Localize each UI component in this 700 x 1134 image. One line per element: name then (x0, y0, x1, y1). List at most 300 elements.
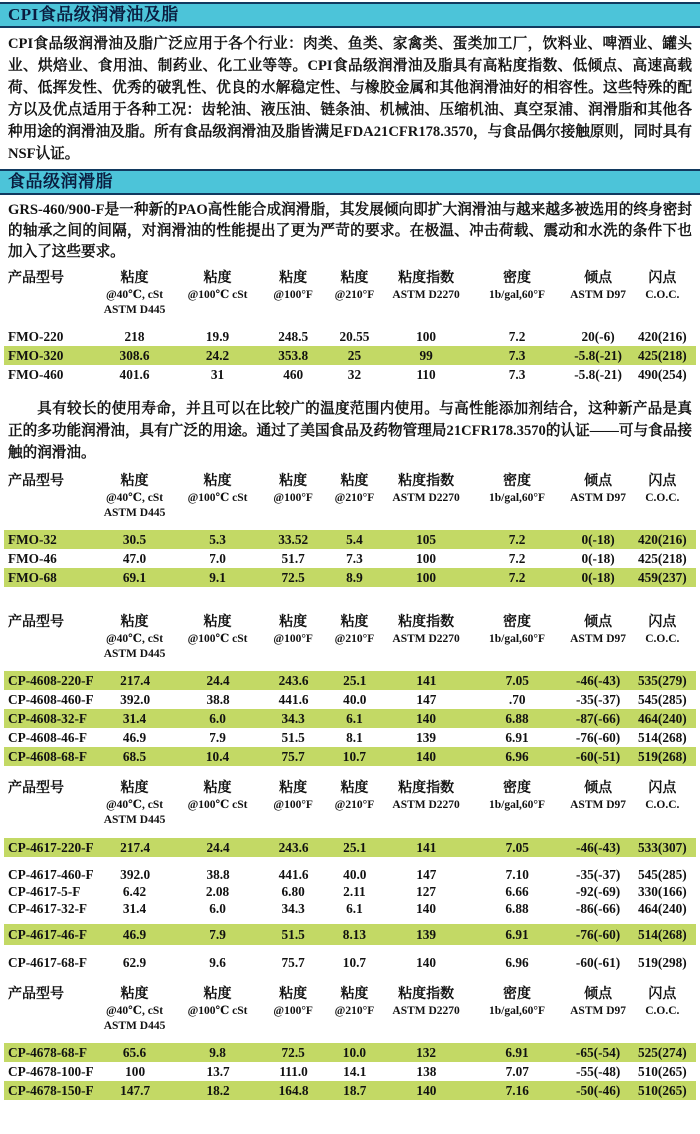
table-row (4, 747, 696, 766)
product-model: CP-4617-460-F (8, 866, 94, 882)
spec-value: -65(-54) (575, 1044, 621, 1060)
column-header-text: 粘度 (120, 781, 149, 796)
column-header-text: @100℃ cSt (187, 1005, 248, 1017)
column-header-text: @100℃ cSt (187, 289, 248, 301)
column-header-text: ASTM D445 (103, 507, 166, 519)
spec-value: 7.07 (505, 1063, 529, 1079)
column-header-text: 闪点 (648, 271, 677, 286)
spec-value: 51.5 (281, 926, 305, 942)
spec-value: 545(285) (637, 691, 687, 707)
spec-value: 147 (416, 691, 437, 707)
spec-value: 6.91 (505, 1044, 529, 1060)
spec-value: 40.0 (343, 866, 367, 882)
column-header-text: @100°F (273, 799, 313, 811)
column-header (382, 472, 471, 506)
column-header (8, 472, 93, 491)
column-header-text: 密度 (503, 615, 532, 630)
spec-value: 19.9 (205, 328, 230, 344)
product-model: FMO-68 (8, 569, 57, 585)
column-header (327, 985, 381, 1019)
main-title: CPI食品级润滑油及脂 (8, 5, 179, 24)
column-header-text: 1b/gal,60°F (489, 799, 546, 811)
spec-value: 141 (416, 672, 437, 688)
spec-value: 420(216) (637, 531, 687, 547)
spec-value: 33.52 (278, 531, 309, 547)
spec-value: 40.0 (343, 691, 367, 707)
spec-table-cp4608 (4, 613, 696, 766)
column-header-text: @100°F (273, 289, 313, 301)
table-header-row (4, 779, 696, 828)
product-model: CP-4617-220-F (8, 839, 94, 855)
spec-value: 217.4 (120, 839, 151, 855)
column-header (259, 779, 327, 813)
spec-value: 72.5 (281, 1044, 305, 1060)
spec-value: 464(240) (637, 900, 687, 916)
product-model: FMO-46 (8, 550, 57, 566)
spec-value: 25 (347, 347, 362, 363)
table-header-row (4, 613, 696, 662)
spec-value: 10.7 (342, 954, 367, 970)
spec-value: 441.6 (278, 866, 309, 882)
column-header-text: 密度 (503, 271, 532, 286)
table-header-row (4, 985, 696, 1034)
spec-value: 20(-6) (581, 328, 615, 344)
column-header-text: ASTM D2270 (392, 1005, 460, 1017)
spec-value: -92(-69) (575, 883, 621, 899)
table-row (4, 690, 696, 709)
column-header-text: 产品型号 (8, 781, 64, 796)
spec-value: 75.7 (281, 954, 305, 970)
spec-value: 6.0 (209, 900, 226, 916)
spec-value: 100 (416, 328, 437, 344)
column-header (8, 613, 93, 632)
spec-value: -35(-37) (576, 866, 621, 882)
column-header (93, 985, 176, 1034)
spec-value: 147.7 (120, 1082, 151, 1098)
column-header-text: ASTM D445 (103, 304, 166, 316)
column-header-text: 闪点 (648, 474, 677, 489)
column-header-text: 粘度 (203, 987, 232, 1002)
column-header (382, 269, 471, 303)
column-header (176, 779, 259, 813)
spec-value: 6.91 (505, 729, 529, 745)
spec-value: 8.13 (342, 926, 367, 942)
column-header-text: @210°F (334, 633, 375, 645)
spec-value: 7.10 (505, 866, 529, 882)
column-header-text: ASTM D97 (570, 633, 627, 645)
column-header-text: C.O.C. (645, 492, 680, 504)
column-header-text: @40℃, cSt (105, 289, 164, 301)
column-header-text: 闪点 (648, 987, 677, 1002)
column-header-text: 倾点 (584, 781, 613, 796)
spec-value: 7.2 (508, 569, 526, 585)
spec-value: .70 (508, 691, 526, 707)
spec-value: 217.4 (120, 672, 151, 688)
column-header-text: @40℃, cSt (105, 799, 164, 811)
column-header-text: 粘度 (279, 271, 308, 286)
spec-value: 18.7 (343, 1082, 367, 1098)
column-header-text: 密度 (503, 474, 532, 489)
column-header-text: @40℃, cSt (105, 633, 164, 645)
table-row (4, 568, 696, 587)
column-header-text: @210°F (334, 492, 375, 504)
spec-value: 0(-18) (581, 569, 615, 585)
column-header-text: ASTM D97 (570, 289, 627, 301)
product-model: CP-4608-220-F (8, 672, 94, 688)
spec-value: 490(254) (637, 366, 687, 382)
spec-value: 72.5 (281, 569, 305, 585)
column-header-text: 粘度指数 (398, 781, 455, 796)
column-header (93, 779, 176, 828)
column-header-text: @210°F (334, 289, 375, 301)
column-header (633, 613, 692, 647)
mid-paragraph: 具有较长的使用寿命，并且可以在比较广的温度范围内使用。与高性能添加剂结合，这种新产品是真正的多功能润滑油，具有广泛的用途。通过了美国食品及药物管理局21CFR178.3570的认证——可与食品接触的润滑油。 (8, 401, 692, 461)
spec-value: 7.3 (346, 550, 363, 566)
spec-value: 111.0 (279, 1063, 308, 1079)
column-header-text: @210°F (334, 1005, 375, 1017)
product-model: CP-4617-46-F (8, 926, 88, 942)
spec-value: 9.8 (209, 1044, 226, 1060)
spec-value: 51.7 (281, 550, 305, 566)
spec-value: 20.55 (339, 328, 370, 344)
spec-value: 24.4 (206, 672, 230, 688)
spec-value: 218 (124, 328, 145, 344)
spec-value: -60(-61) (575, 954, 621, 970)
table-row (4, 1043, 696, 1062)
column-header (471, 613, 564, 647)
column-header-text: 粘度指数 (398, 987, 455, 1002)
column-header-text: @40℃, cSt (105, 492, 164, 504)
spec-value: 7.9 (209, 729, 226, 745)
table-row (4, 953, 696, 972)
column-header-text: @100°F (273, 633, 313, 645)
spec-value: 7.3 (508, 347, 526, 363)
column-header (93, 269, 176, 318)
spec-value: -76(-60) (575, 926, 621, 942)
spec-value: 140 (416, 954, 437, 970)
column-header-text: 1b/gal,60°F (489, 492, 546, 504)
spec-value: 510(265) (637, 1063, 687, 1079)
column-header-text: @100°F (273, 1005, 313, 1017)
spec-value: 425(218) (637, 550, 687, 566)
spec-value: 7.0 (209, 550, 226, 566)
column-header-text: ASTM D97 (570, 1005, 627, 1017)
spec-value: 140 (416, 1082, 437, 1098)
spec-table-fmo-low (4, 472, 696, 587)
column-header-text: @210°F (334, 799, 375, 811)
column-header (259, 613, 327, 647)
column-header (259, 269, 327, 303)
spec-value: 330(166) (637, 883, 687, 899)
spec-value: 460 (283, 366, 304, 382)
table-row (4, 365, 696, 384)
column-header-text: 粘度指数 (398, 615, 455, 630)
column-header (176, 985, 259, 1019)
column-header (382, 985, 471, 1019)
product-model: CP-4678-100-F (8, 1063, 94, 1079)
spec-value: 141 (416, 839, 437, 855)
spec-value: -5.8(-21) (574, 366, 622, 382)
spec-table-fmo-high (4, 269, 696, 384)
column-header (259, 472, 327, 506)
column-header-text: 1b/gal,60°F (489, 633, 546, 645)
spec-value: 31.4 (122, 710, 147, 726)
spec-value: 243.6 (278, 672, 309, 688)
spec-value: 6.42 (122, 883, 147, 899)
spec-value: 6.80 (281, 883, 305, 899)
grease-paragraph: GRS-460/900-F是一种新的PAO高性能合成润滑脂，其发展倾向即扩大润滑油与越来越多被选用的终身密封的轴承之间的间隔，对润滑油的性能提出了更为严苛的要求。在极温、冲击荷载、震动和水洗的条件下也加入了这些要求。 (8, 202, 692, 260)
spec-value: 535(279) (637, 672, 687, 688)
spec-value: 100 (416, 550, 437, 566)
spec-value: 459(237) (637, 569, 687, 585)
spec-value: 47.0 (122, 550, 147, 566)
spec-value: 8.1 (346, 729, 363, 745)
table-row (4, 1062, 696, 1081)
table-row (4, 327, 696, 346)
spec-value: 127 (416, 883, 437, 899)
column-header-text: 粘度 (279, 987, 308, 1002)
column-header-text: 粘度指数 (398, 474, 455, 489)
spec-value: 8.9 (346, 569, 363, 585)
spec-value: 420(216) (637, 328, 687, 344)
product-model: CP-4617-68-F (8, 954, 88, 970)
spec-value: 6.1 (346, 900, 363, 916)
column-header-text: 倾点 (584, 615, 613, 630)
column-header (327, 472, 381, 506)
spec-value: 2.11 (343, 883, 366, 899)
spec-value: 7.05 (505, 839, 529, 855)
spec-value: -5.8(-21) (574, 347, 622, 363)
spec-value: -60(-51) (575, 748, 621, 764)
product-model: CP-4678-68-F (8, 1044, 88, 1060)
spec-value: 0(-18) (581, 550, 615, 566)
column-header (259, 985, 327, 1019)
column-header (563, 613, 632, 647)
column-header-text: 粘度 (279, 474, 308, 489)
spec-value: 6.66 (505, 883, 529, 899)
spec-value: 139 (416, 926, 437, 942)
spec-value: 7.16 (505, 1082, 529, 1098)
column-header-text: 粘度 (340, 271, 369, 286)
column-header (93, 613, 176, 662)
column-header-text: 产品型号 (8, 474, 64, 489)
column-header-text: @100℃ cSt (187, 492, 248, 504)
spec-value: 140 (416, 710, 437, 726)
spec-value: 6.88 (505, 710, 529, 726)
spec-value: 100 (416, 569, 437, 585)
column-header (382, 779, 471, 813)
column-header-text: ASTM D2270 (392, 492, 460, 504)
column-header (8, 985, 93, 1004)
table-row (4, 883, 696, 900)
column-header-text: 产品型号 (8, 615, 64, 630)
spec-table-cp4678 (4, 985, 696, 1100)
spec-value: 99 (419, 347, 433, 363)
column-header-text: 粘度 (340, 474, 369, 489)
product-model: CP-4617-5-F (8, 883, 81, 899)
column-header (176, 269, 259, 303)
column-header-text: 粘度 (279, 781, 308, 796)
column-header (8, 779, 93, 798)
table-row (4, 671, 696, 690)
spec-value: 32 (347, 366, 362, 382)
section-header-main (0, 2, 700, 28)
table-header-row (4, 472, 696, 521)
spec-value: 7.05 (505, 672, 529, 688)
column-header (93, 472, 176, 521)
spec-value: 10.4 (205, 748, 230, 764)
spec-value: 243.6 (278, 839, 309, 855)
spec-value: 514(268) (637, 729, 687, 745)
column-header-text: 1b/gal,60°F (489, 1005, 546, 1017)
spec-value: 545(285) (637, 866, 687, 882)
spec-value: 6.88 (505, 900, 529, 916)
column-header-text: @100℃ cSt (187, 799, 248, 811)
spec-value: 140 (416, 900, 437, 916)
spec-value: 38.8 (206, 691, 230, 707)
column-header-text: ASTM D445 (103, 814, 166, 826)
spec-value: 51.5 (281, 729, 305, 745)
spec-value: 139 (416, 729, 437, 745)
spec-value: 24.2 (205, 347, 230, 363)
spec-value: 2.08 (205, 883, 230, 899)
spec-table-cp4617 (4, 779, 696, 972)
spec-value: 62.9 (122, 954, 147, 970)
table-header-row (4, 269, 696, 318)
spec-value: 46.9 (122, 926, 147, 942)
column-header-text: C.O.C. (645, 1005, 680, 1017)
spec-value: 147 (416, 866, 437, 882)
column-header (382, 613, 471, 647)
product-model: FMO-460 (8, 366, 64, 382)
column-header-text: 密度 (503, 987, 532, 1002)
spec-value: -35(-37) (576, 691, 621, 707)
column-header-text: 粘度 (120, 987, 149, 1002)
column-header-text: C.O.C. (645, 289, 680, 301)
spec-value: 353.8 (278, 347, 309, 363)
column-header (327, 779, 381, 813)
column-header-text: @100°F (273, 492, 313, 504)
column-header (176, 613, 259, 647)
column-header-text: 产品型号 (8, 271, 64, 286)
spec-value: 514(268) (637, 926, 687, 942)
table-row (4, 1081, 696, 1100)
product-model: FMO-320 (8, 347, 64, 363)
spec-value: 31.4 (122, 900, 147, 916)
column-header (471, 269, 564, 303)
spec-value: -86(-66) (575, 900, 621, 916)
spec-value: 68.5 (122, 748, 147, 764)
spec-value: 5.3 (209, 531, 226, 547)
column-header-text: 粘度 (120, 271, 149, 286)
table-row (4, 838, 696, 857)
product-model: CP-4617-32-F (8, 900, 88, 916)
spec-value: 46.9 (122, 729, 147, 745)
spec-value: 392.0 (120, 691, 151, 707)
spec-value: 138 (416, 1063, 437, 1079)
spec-value: 38.8 (206, 866, 230, 882)
column-header (563, 269, 632, 303)
grease-title: 食品级润滑脂 (8, 172, 113, 191)
spec-value: 464(240) (637, 710, 687, 726)
column-header-text: ASTM D445 (103, 648, 166, 660)
spec-value: 533(307) (637, 839, 687, 855)
spec-value: -50(-46) (576, 1082, 621, 1098)
column-header (471, 779, 564, 813)
table-row (4, 346, 696, 365)
section-header-grease (0, 169, 700, 195)
spec-value: 31 (210, 366, 225, 382)
intro-paragraph: CPI食品级润滑油及脂广泛应用于各个行业：肉类、鱼类、家禽类、蛋类加工厂，饮料业、啤酒业、罐头业、烘焙业、食用油、制药业、化工业等等。CPI食品级润滑油及脂具有高粘度指数、低倾点、高速高载荷、低挥发性、优秀的破乳性、优良的水解稳定性、与橡胶金属和其他润滑油好的相容性。这些特殊的配方以及优点适用于各种工况：齿轮油、液压油、链条油、机械油、压缩机油、真空泵浦、润滑脂和其他各种用途的润滑油及脂。所有食品级润滑油及脂皆满足FDA21CFR178.3570，与食品偶尔接触原则，同时具有NSF认证。 (8, 36, 692, 162)
spec-value: 13.7 (206, 1063, 230, 1079)
column-header-text: 粘度 (203, 271, 232, 286)
column-header-text: ASTM D2270 (392, 289, 460, 301)
spec-value: 401.6 (119, 366, 150, 382)
spec-value: -76(-60) (575, 729, 621, 745)
column-header-text: C.O.C. (645, 799, 680, 811)
column-header (563, 779, 632, 813)
column-header-text: ASTM D2270 (392, 633, 460, 645)
spec-value: 248.5 (278, 328, 309, 344)
spec-value: 308.6 (119, 347, 150, 363)
spec-value: 7.2 (508, 531, 526, 547)
product-model: FMO-32 (8, 531, 57, 547)
column-header (327, 613, 381, 647)
column-header-text: @40℃, cSt (105, 1005, 164, 1017)
spec-value: 0(-18) (581, 531, 615, 547)
spec-value: -46(-43) (576, 839, 621, 855)
column-header-text: ASTM D97 (570, 799, 627, 811)
table-row (4, 924, 696, 945)
spec-value: 7.2 (508, 328, 526, 344)
spec-value: 14.1 (343, 1063, 367, 1079)
spec-value: 7.9 (209, 926, 226, 942)
spec-value: 441.6 (278, 691, 309, 707)
spec-value: 75.7 (281, 748, 305, 764)
column-header-text: 1b/gal,60°F (489, 289, 546, 301)
spec-value: -55(-48) (576, 1063, 621, 1079)
spec-value: 18.2 (206, 1082, 230, 1098)
spec-value: 510(265) (637, 1082, 687, 1098)
column-header-text: ASTM D2270 (392, 799, 460, 811)
spec-value: 10.0 (342, 1044, 367, 1060)
column-header-text: 粘度 (203, 474, 232, 489)
spec-value: 65.6 (122, 1044, 147, 1060)
spec-value: -87(-66) (575, 710, 621, 726)
spec-value: 6.1 (346, 710, 363, 726)
column-header (633, 779, 692, 813)
column-header-text: C.O.C. (645, 633, 680, 645)
spec-value: 6.0 (209, 710, 226, 726)
spec-value: 25.1 (343, 672, 367, 688)
spec-value: 9.1 (209, 569, 226, 585)
spec-value: 392.0 (120, 866, 151, 882)
table-row (4, 866, 696, 883)
product-model: CP-4608-68-F (8, 748, 88, 764)
column-header (633, 269, 692, 303)
column-header-text: ASTM D445 (103, 1020, 166, 1032)
spec-value: -46(-43) (576, 672, 621, 688)
spec-value: 132 (416, 1044, 437, 1060)
spec-value: 10.7 (342, 748, 367, 764)
column-header (8, 269, 93, 288)
column-header-text: 粘度 (340, 615, 369, 630)
column-header (563, 472, 632, 506)
column-header-text: 闪点 (648, 615, 677, 630)
spec-value: 425(218) (637, 347, 687, 363)
product-model: FMO-220 (8, 328, 64, 344)
column-header (471, 472, 564, 506)
